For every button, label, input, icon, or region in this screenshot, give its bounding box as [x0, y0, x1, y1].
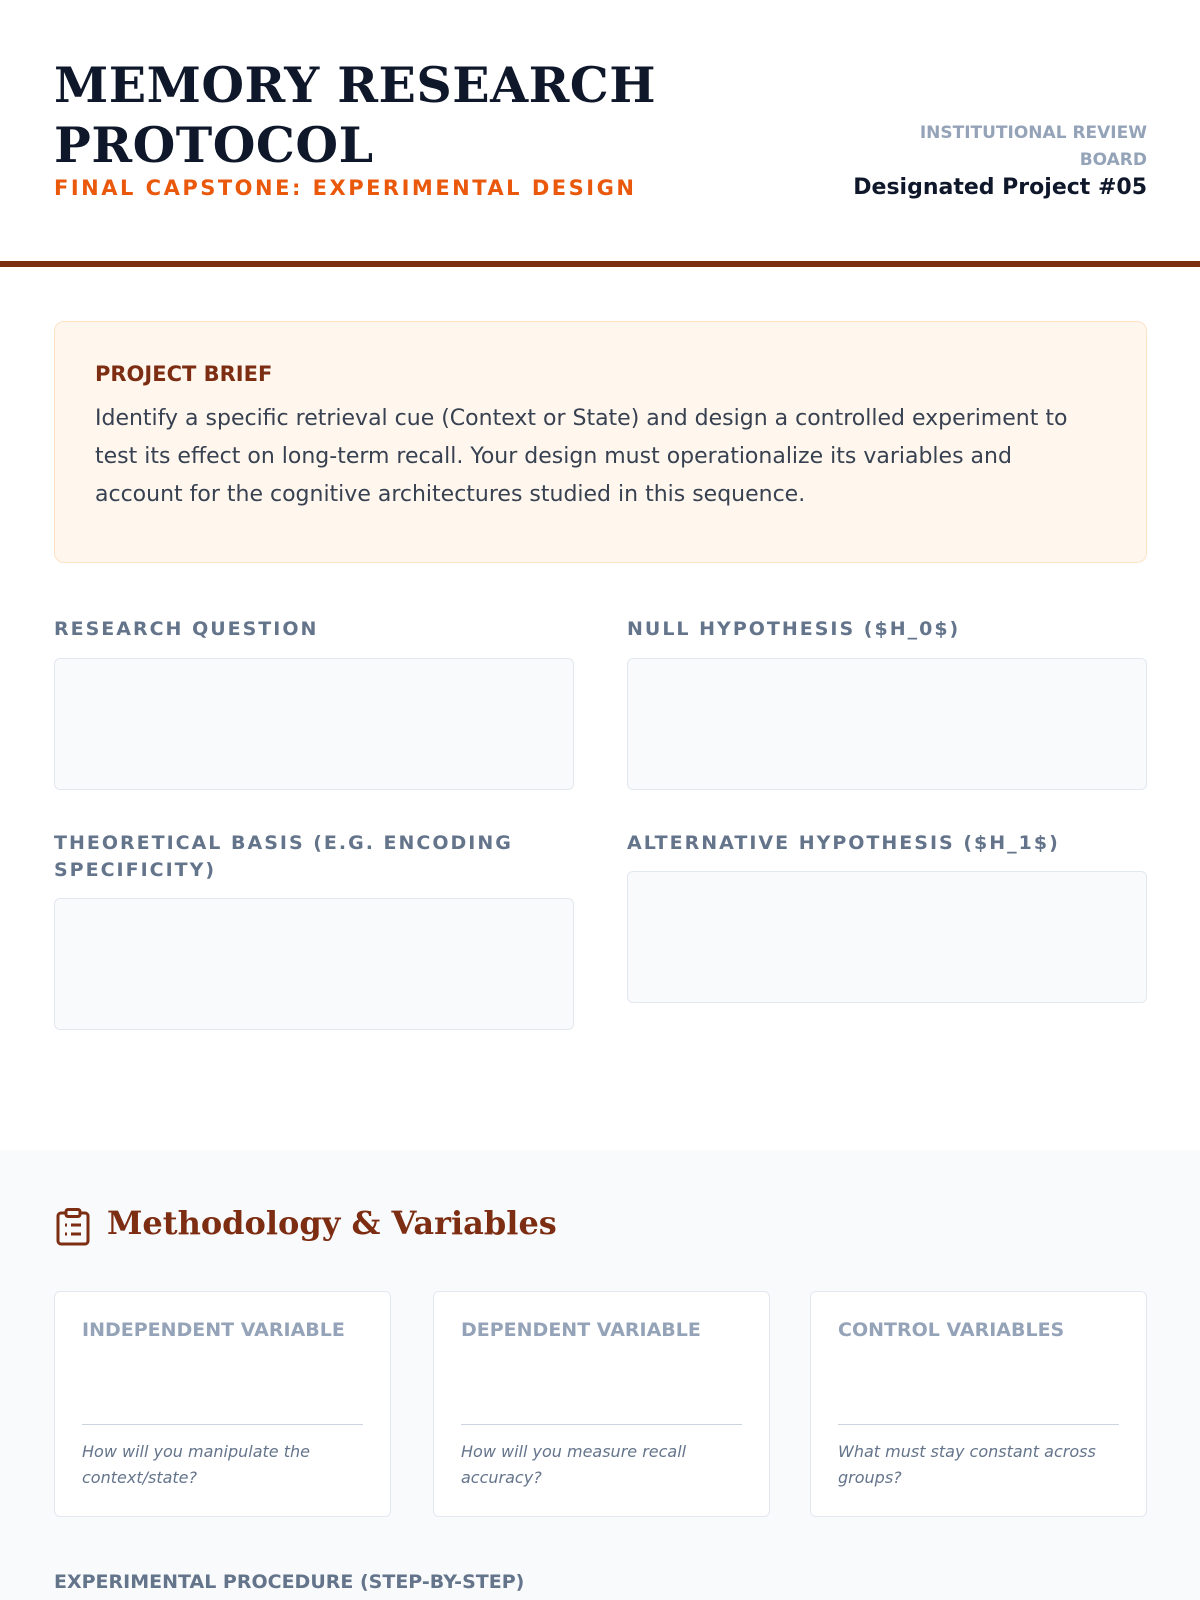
control-variables-card[interactable]: [810, 1291, 1147, 1517]
procedure-label: EXPERIMENTAL PROCEDURE (STEP-BY-STEP): [54, 1571, 525, 1593]
card-label: DEPENDENT VARIABLE: [461, 1319, 701, 1341]
clipboard-icon: [56, 1208, 90, 1246]
theoretical-basis-label: THEORETICAL BASIS (E.G. ENCODING SPECIFICITY): [54, 832, 513, 881]
research-question-field[interactable]: [54, 658, 574, 790]
alternative-hypothesis-field[interactable]: [627, 871, 1147, 1003]
independent-variable-card[interactable]: [54, 1291, 391, 1517]
card-hint: How will you manipulate the context/state?: [82, 1442, 310, 1487]
methodology-title: Methodology & Variables: [107, 1204, 557, 1242]
page-title: MEMORY RESEARCH PROTOCOL: [54, 56, 657, 174]
board-label: INSTITUTIONAL REVIEW BOARD: [919, 123, 1147, 170]
card-hint: How will you measure recall accuracy?: [461, 1442, 687, 1487]
card-divider: [82, 1424, 363, 1425]
brief-text: Identify a specific retrieval cue (Context or State) and design a controlled experiment to test its effect on long-term recall. Your design must operationalize its variables and account for the cognitive architectures studied in this sequence.: [95, 406, 1068, 507]
project-brief: [54, 321, 1147, 563]
page-subtitle: FINAL CAPSTONE: EXPERIMENTAL DESIGN: [54, 176, 637, 200]
theoretical-basis-field[interactable]: [54, 898, 574, 1030]
null-hypothesis-label: NULL HYPOTHESIS ($H_0$): [627, 618, 961, 640]
brief-title: PROJECT BRIEF: [95, 362, 273, 386]
alternative-hypothesis-label: ALTERNATIVE HYPOTHESIS ($H_1$): [627, 832, 1060, 854]
project-number: Designated Project #05: [853, 175, 1147, 200]
card-label: INDEPENDENT VARIABLE: [82, 1319, 345, 1341]
header-divider: [0, 261, 1200, 267]
research-question-label: RESEARCH QUESTION: [54, 618, 319, 640]
card-hint: What must stay constant across groups?: [838, 1442, 1096, 1487]
card-divider: [838, 1424, 1119, 1425]
null-hypothesis-field[interactable]: [627, 658, 1147, 790]
card-label: CONTROL VARIABLES: [838, 1319, 1065, 1341]
page-header: [0, 0, 1200, 268]
card-divider: [461, 1424, 742, 1425]
dependent-variable-card[interactable]: [433, 1291, 770, 1517]
